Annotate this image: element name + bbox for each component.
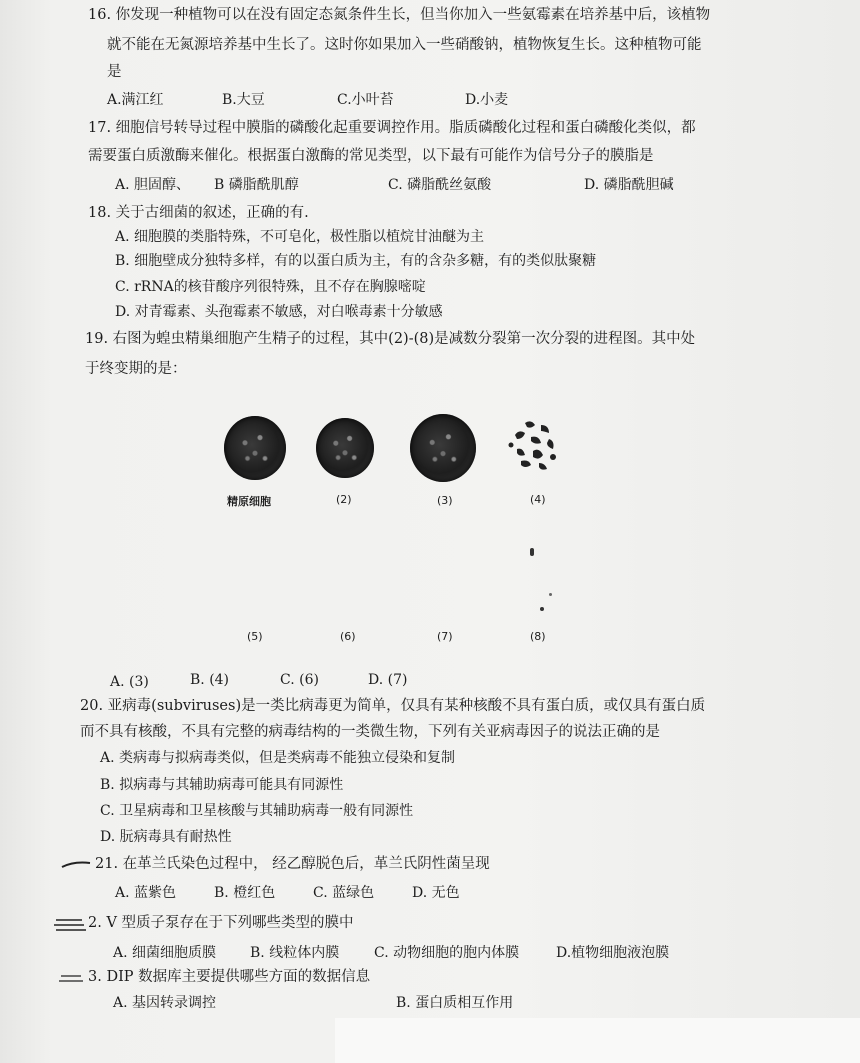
q22-option-b: B. 线粒体内膜 (250, 945, 340, 961)
q17-option-d: D. 磷脂酰胆碱 (584, 177, 674, 193)
q21-option-b: B. 橙红色 (214, 885, 276, 901)
q18-stem: 18. 关于古细菌的叙述，正确的有. (88, 205, 309, 221)
q23-stem: 3. DIP 数据库主要提供哪些方面的数据信息 (88, 969, 371, 985)
q16-option-c: C.小叶苔 (337, 92, 394, 108)
q16-option-b: B.大豆 (222, 92, 265, 108)
stage-8-speck (540, 607, 544, 611)
q22-option-c: C. 动物细胞的胞内体膜 (374, 945, 520, 961)
q17-option-a: A. 胆固醇、 (115, 177, 191, 193)
q20-stem-line2: 而不具有核酸，不具有完整的病毒结构的一类微生物，下列有关亚病毒因子的说法正确的是 (80, 724, 660, 740)
q17-option-c: C. 磷脂酰丝氨酸 (388, 177, 492, 193)
q18-option-c: C. rRNA的核苷酸序列很特殊，且不存在胸腺嘧啶 (115, 279, 426, 295)
figure-label-8: (8) (530, 630, 546, 643)
q23-option-b: B. 蛋白质相互作用 (396, 995, 514, 1011)
q20-option-d: D. 朊病毒具有耐热性 (100, 829, 232, 845)
figure-label-2: (2) (336, 493, 352, 506)
stage-4-cell-image (505, 415, 565, 477)
q16-stem-line1: 16. 你发现一种植物可以在没有固定态氮条件生长，但当你加入一些氨霉素在培养基中后，该植物 (88, 7, 711, 23)
q17-option-b: B 磷脂酰肌醇 (214, 177, 299, 193)
figure-label-5: (5) (247, 630, 263, 643)
stage-8-speck (530, 548, 534, 556)
q19-stem-line1: 19. 右图为蝗虫精巢细胞产生精子的过程，其中(2)-(8)是减数分裂第一次分裂的进程图。其中处 (85, 331, 696, 347)
q22-stem: 2. V 型质子泵存在于下列哪些类型的膜中 (88, 915, 354, 931)
handwritten-dash-mark (60, 856, 92, 870)
q16-option-d: D.小麦 (465, 92, 509, 108)
q16-stem-line2: 就不能在无氮源培养基中生长了。这时你如果加入一些硝酸钠，植物恢复生长。这种植物可能 (107, 37, 702, 53)
q17-stem-line2: 需要蛋白质激酶来催化。根据蛋白激酶的常见类型，以下最有可能作为信号分子的膜脂是 (88, 148, 654, 164)
figure-label-6: (6) (340, 630, 356, 643)
figure-label-3: (3) (437, 494, 453, 507)
q20-option-a: A. 类病毒与拟病毒类似，但是类病毒不能独立侵染和复制 (100, 750, 456, 766)
handwritten-equals-mark (55, 970, 85, 984)
q16-option-a: A.满江红 (107, 92, 164, 108)
q20-option-c: C. 卫星病毒和卫星核酸与其辅助病毒一般有同源性 (100, 803, 414, 819)
handwritten-equals-mark (52, 916, 88, 932)
q16-stem-line3: 是 (107, 64, 122, 80)
figure-label-4: (4) (530, 493, 546, 506)
q18-option-d: D. 对青霉素、头孢霉素不敏感，对白喉毒素十分敏感 (115, 304, 443, 320)
q19-option-d: D. (7) (368, 672, 408, 688)
q18-option-a: A. 细胞膜的类脂特殊，不可皂化，极性脂以植烷甘油醚为主 (115, 229, 485, 245)
q22-option-d: D.植物细胞液泡膜 (556, 945, 670, 961)
q17-stem-line1: 17. 细胞信号转导过程中膜脂的磷酸化起重要调控作用。脂质磷酸化过程和蛋白磷酸化类似，都 (88, 120, 696, 136)
q21-option-c: C. 蓝绿色 (313, 885, 375, 901)
spermatogonium-cell-image (224, 416, 286, 480)
q19-option-b: B. (4) (190, 672, 230, 688)
q20-stem-line1: 20. 亚病毒(subviruses)是一类比病毒更为简单，仅具有某种核酸不具有蛋白质，或仅具有蛋白质 (80, 698, 706, 714)
q19-option-c: C. (6) (280, 672, 319, 688)
q21-option-d: D. 无色 (412, 885, 460, 901)
stage-3-cell-image (410, 414, 476, 482)
q21-stem: 21. 在革兰氏染色过程中， 经乙醇脱色后，革兰氏阴性菌呈现 (95, 856, 490, 872)
q18-option-b: B. 细胞壁成分独特多样，有的以蛋白质为主，有的含杂多糖，有的类似肽聚糖 (115, 253, 597, 269)
scan-blank-area (335, 1018, 860, 1063)
figure-label-spermatogonium: 精原细胞 (227, 495, 271, 508)
q22-option-a: A. 细菌细胞质膜 (113, 945, 217, 961)
q21-option-a: A. 蓝紫色 (115, 885, 177, 901)
q20-option-b: B. 拟病毒与其辅助病毒可能具有同源性 (100, 777, 344, 793)
q19-option-a: A. (3) (110, 674, 149, 690)
stage-8-speck (549, 593, 552, 596)
stage-2-cell-image (316, 418, 374, 478)
q19-stem-line2: 于终变期的是： (85, 361, 187, 377)
figure-label-7: (7) (437, 630, 453, 643)
q23-option-a: A. 基因转录调控 (113, 995, 217, 1011)
